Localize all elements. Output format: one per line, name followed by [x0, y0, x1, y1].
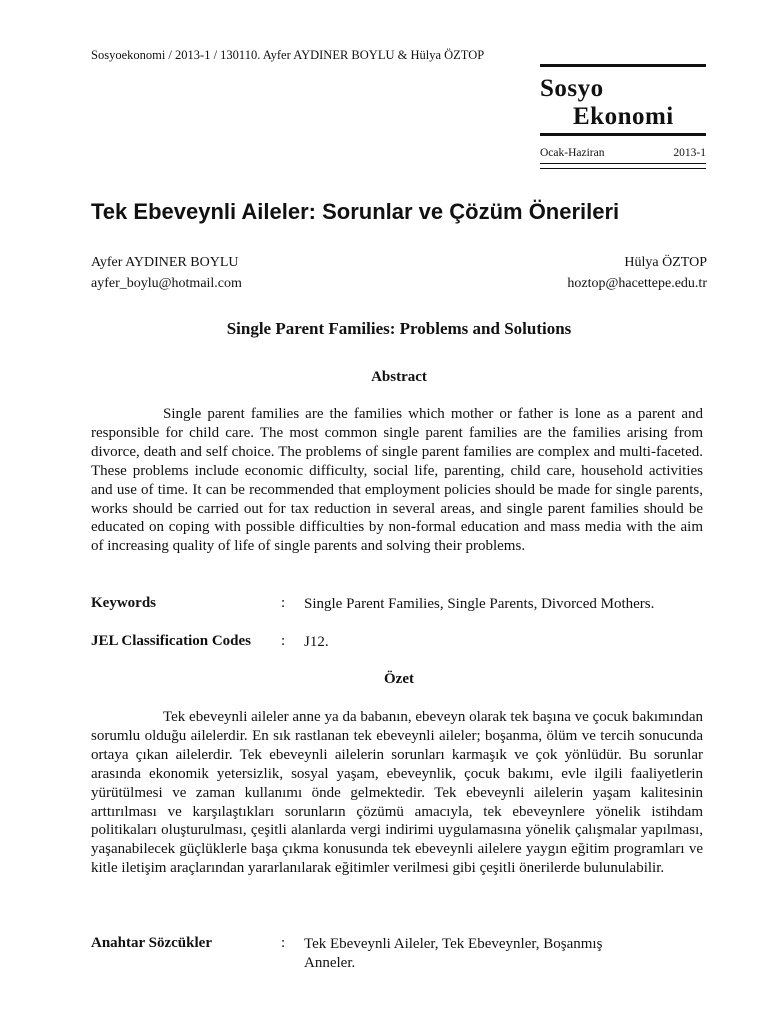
anahtar-colon: : [281, 935, 286, 951]
paper-title: Tek Ebeveynli Aileler: Sorunlar ve Çözüm Önerileri [91, 199, 620, 224]
author-names-row [91, 255, 707, 271]
author-emails-row [91, 276, 707, 292]
abstract-paragraph: Single parent families are the families which mother or father is lone as a parent and responsible for child care. The most common single parent families are the families arising from divorce, death and self choice. The problems of single parent families are complex and multi-faceted. These problems include economic difficulty, social life, parenting, child care, household activities and use of time. It can be recommended that employment policies should be made for single parents, works should be carried out for tax reduction in several areas, and single parent families should be educated on coping with possible difficulties by non-formal education and mass media with the aim of increasing quality of life of single parents and solving their problems. [91, 406, 703, 555]
jel-row [91, 633, 707, 652]
issue-period: Ocak-Haziran [540, 147, 605, 159]
keywords-label: Keywords [91, 595, 156, 611]
english-title: Single Parent Families: Problems and Solutions [226, 319, 572, 338]
issue-number: 2013-1 [673, 147, 706, 159]
author-name-2: Hülya ÖZTOP [624, 255, 707, 270]
jel-value: J12. [304, 634, 329, 650]
anahtar-row [91, 935, 707, 973]
logo-divider [540, 168, 706, 169]
author-email-1[interactable]: ayfer_boylu@hotmail.com [91, 276, 242, 291]
anahtar-label: Anahtar Sözcükler [91, 935, 212, 951]
author-email-2[interactable]: hoztop@hacettepe.edu.tr [567, 276, 707, 291]
keywords-value: Single Parent Families, Single Parents, Divorced Mothers. [304, 596, 655, 612]
header-citation: Sosyoekonomi / 2013-1 / 130110. Ayfer AYDINER BOYLU & Hülya ÖZTOP [91, 48, 485, 62]
abstract-heading: Abstract [371, 369, 427, 385]
anahtar-value: Tek Ebeveynli Aileler, Tek Ebeveynler, Boşanmış Anneler. [304, 936, 603, 971]
jel-label: JEL Classification Codes [91, 633, 252, 649]
ozet-heading: Özet [384, 671, 414, 687]
author-name-1: Ayfer AYDINER BOYLU [91, 255, 239, 270]
ozet-paragraph: Tek ebeveynli aileler anne ya da babanın, ebeveyn olarak tek başına ve çocuk bakımından sorumlu olduğu ailelerdir. En sık rastlanan tek ebeveynli aileler; boşanma, ölüm ve tercih sonucunda ortaya çıkan ailelerdir. Tek ebeveynli ailelerin sorunları karmaşık ve çok yönlüdür. Bu sorunlar arasında ekonomik yetersizlik, sosyal yaşam, ebeveynlik, çocuk bakımı, evle ilgili faaliyetlerin yürütülmesi ve zaman kullanımı önde gelmektedir. Tek ebeveynli ailelerin yaşam kalitesinin arttırılması ve karşılaştıkları sorunların çözümü amacıyla, tek ebeveynlere yönelik istihdam politikaları oluşturulması, çeşitli alanlarda vergi indirimi uygulamasına yönelik çalışmalar yapılması, yaşanabilecek güçlüklerle başa çıkma konusunda tek ebeveynli ailelere yaygın eğitim programları ve kitle iletişim araçlarından yararlanılarak eğitimler verilmesi gibi çeşitli önerilerde bulunulabilir. [91, 709, 703, 877]
logo-line-sosyo: Sosyo [540, 75, 604, 102]
jel-colon: : [281, 633, 286, 649]
keywords-row [91, 595, 707, 614]
logo-line-ekonomi: Ekonomi [573, 103, 674, 130]
keywords-colon: : [281, 595, 286, 611]
journal-logo [540, 64, 706, 136]
journal-issue-info [540, 147, 706, 164]
